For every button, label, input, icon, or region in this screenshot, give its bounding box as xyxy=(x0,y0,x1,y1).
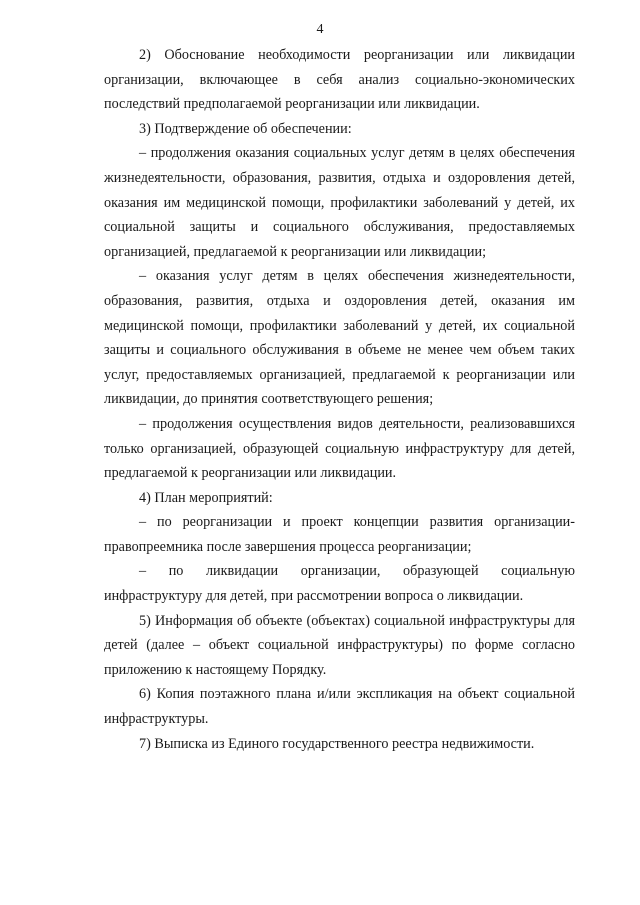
paragraph-reorganization-plan: – по реорганизации и проект концепции развития организации-правопреемника после завершения процесса реорганизации; xyxy=(104,514,575,555)
paragraph-justification: 2) Обоснование необходимости реорганизации или ликвидации организации, включающее в себя анализ социально-экономических последствий предполагаемой реорганизации или ликвидации. xyxy=(104,47,575,113)
paragraph-service-volume: – оказания услуг детям в целях обеспечения жизнедеятельности, образования, развития, отдыха и оздоровления детей, оказания им медицинской помощи, профилактики заболеваний у детей, их социальной защиты и социального обслуживания в объеме не менее чем объем таких услуг, предоставляемых организацией, предлагаемой к реорганизации или ликвидации, до принятия соответствующего решения; xyxy=(104,268,575,408)
paragraph-confirmation-heading: 3) Подтверждение об обеспечении: xyxy=(139,120,352,137)
paragraph-object-information: 5) Информация об объекте (объектах) социальной инфраструктуры для детей (далее – объект социальной инфраструктуры) по форме согласно приложению к настоящему Порядку. xyxy=(104,612,575,678)
paragraph-action-plan-heading: 4) План мероприятий: xyxy=(139,489,273,506)
paragraph-registry-extract: 7) Выписка из Единого государственного реестра недвижимости. xyxy=(139,735,535,752)
paragraph-liquidation-plan: – по ликвидации организации, образующей социальную инфраструктуру для детей, при рассмотрении вопроса о ликвидации. xyxy=(104,563,575,605)
paragraph-continuation-of-services: – продолжения оказания социальных услуг детям в целях обеспечения жизнедеятельности, образования, развития, отдыха и оздоровления детей, оказания им медицинской помощи, профилактики заболеваний у детей, их социальной защиты и социального обслуживания, предоставляемых организацией, предлагаемой к реорганизации или ликвидации; xyxy=(104,145,575,260)
page-number: 4 xyxy=(316,22,324,37)
document-body xyxy=(104,43,575,756)
paragraph-continuation-of-activities: – продолжения осуществления видов деятельности, реализовавшихся только организацией, образующей социальную инфраструктуру для детей, предлагаемой к реорганизации или ликвидации. xyxy=(104,415,575,482)
paragraph-floor-plan-copy: 6) Копия поэтажного плана и/или экспликация на объект социальной инфраструктуры. xyxy=(104,686,575,728)
